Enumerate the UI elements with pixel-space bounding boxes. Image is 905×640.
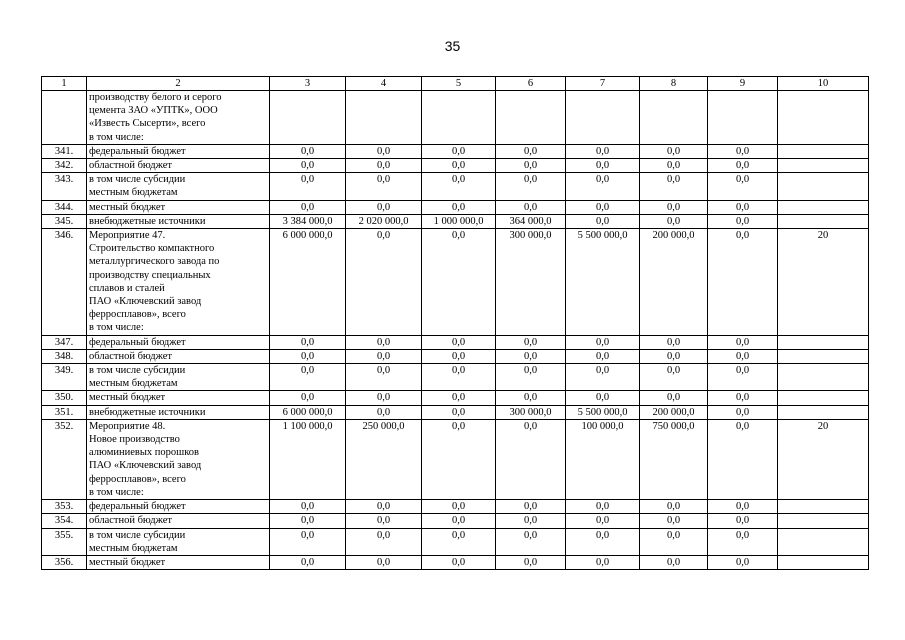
cell-col-9: 0,0 [708, 555, 778, 569]
cell-col-5: 0,0 [422, 173, 496, 200]
cell-col-10 [778, 173, 869, 200]
cell-col-4: 0,0 [346, 555, 422, 569]
cell-col-4: 0,0 [346, 349, 422, 363]
cell-col-10 [778, 364, 869, 391]
cell-col-8: 0,0 [640, 335, 708, 349]
cell-col-8: 0,0 [640, 159, 708, 173]
cell-col-6: 0,0 [496, 514, 566, 528]
cell-col-3: 0,0 [270, 528, 346, 555]
cell-col-9: 0,0 [708, 173, 778, 200]
row-name: внебюджетные источники [87, 214, 270, 228]
row-number: 342. [42, 159, 87, 173]
cell-col-7: 5 500 000,0 [566, 229, 640, 336]
row-name: местный бюджет [87, 391, 270, 405]
cell-col-10 [778, 391, 869, 405]
row-number: 346. [42, 229, 87, 336]
cell-col-8: 750 000,0 [640, 419, 708, 499]
row-number: 347. [42, 335, 87, 349]
cell-col-8: 0,0 [640, 391, 708, 405]
cell-col-3: 0,0 [270, 500, 346, 514]
cell-col-5 [422, 91, 496, 145]
row-number: 344. [42, 200, 87, 214]
cell-col-4 [346, 91, 422, 145]
cell-col-7: 0,0 [566, 159, 640, 173]
row-name: Мероприятие 47. Строительство компактного металлургического завода по производству специальных сплавов и сталей ПАО «Ключевский завод ферросплавов», всего в том числе: [87, 229, 270, 336]
column-header-8: 8 [640, 77, 708, 91]
cell-col-3: 0,0 [270, 364, 346, 391]
column-header-2: 2 [87, 77, 270, 91]
cell-col-8: 0,0 [640, 144, 708, 158]
table-row [42, 229, 869, 336]
cell-col-3: 0,0 [270, 173, 346, 200]
row-number: 356. [42, 555, 87, 569]
cell-col-5: 0,0 [422, 349, 496, 363]
cell-col-6: 0,0 [496, 159, 566, 173]
row-name: производству белого и серого цемента ЗАО «УПТК», ООО «Известь Сысерти», всего в том числе: [87, 91, 270, 145]
cell-col-5: 0,0 [422, 555, 496, 569]
row-name: федеральный бюджет [87, 335, 270, 349]
cell-col-4: 0,0 [346, 364, 422, 391]
cell-col-9: 0,0 [708, 528, 778, 555]
table-row [42, 514, 869, 528]
row-name: Мероприятие 48. Новое производство алюминиевых порошков ПАО «Ключевский завод ферросплавов», всего в том числе: [87, 419, 270, 499]
cell-col-8: 0,0 [640, 500, 708, 514]
row-name: федеральный бюджет [87, 500, 270, 514]
row-number: 354. [42, 514, 87, 528]
cell-col-9: 0,0 [708, 364, 778, 391]
column-header-9: 9 [708, 77, 778, 91]
cell-col-10 [778, 214, 869, 228]
table-row [42, 528, 869, 555]
cell-col-3: 6 000 000,0 [270, 405, 346, 419]
cell-col-3: 0,0 [270, 200, 346, 214]
cell-col-10 [778, 555, 869, 569]
cell-col-5: 0,0 [422, 229, 496, 336]
row-number [42, 91, 87, 145]
cell-col-10 [778, 514, 869, 528]
cell-col-6: 300 000,0 [496, 405, 566, 419]
row-number: 352. [42, 419, 87, 499]
cell-col-4: 0,0 [346, 229, 422, 336]
cell-col-9: 0,0 [708, 419, 778, 499]
cell-col-8: 0,0 [640, 349, 708, 363]
row-name: областной бюджет [87, 349, 270, 363]
row-number: 345. [42, 214, 87, 228]
cell-col-9: 0,0 [708, 405, 778, 419]
cell-col-9: 0,0 [708, 335, 778, 349]
cell-col-7: 0,0 [566, 349, 640, 363]
cell-col-3: 0,0 [270, 159, 346, 173]
cell-col-8: 0,0 [640, 528, 708, 555]
row-name: в том числе субсидии местным бюджетам [87, 173, 270, 200]
table-row [42, 214, 869, 228]
cell-col-6: 364 000,0 [496, 214, 566, 228]
cell-col-5: 0,0 [422, 514, 496, 528]
row-number: 349. [42, 364, 87, 391]
cell-col-6: 0,0 [496, 500, 566, 514]
table-row [42, 405, 869, 419]
column-header-6: 6 [496, 77, 566, 91]
row-name: внебюджетные источники [87, 405, 270, 419]
cell-col-9: 0,0 [708, 159, 778, 173]
cell-col-8: 0,0 [640, 555, 708, 569]
cell-col-6: 0,0 [496, 364, 566, 391]
cell-col-10 [778, 349, 869, 363]
cell-col-9: 0,0 [708, 349, 778, 363]
table-row [42, 555, 869, 569]
cell-col-8: 0,0 [640, 514, 708, 528]
cell-col-6: 0,0 [496, 528, 566, 555]
row-name: в том числе субсидии местным бюджетам [87, 528, 270, 555]
cell-col-6: 0,0 [496, 349, 566, 363]
cell-col-3: 0,0 [270, 391, 346, 405]
cell-col-10 [778, 144, 869, 158]
cell-col-3: 0,0 [270, 144, 346, 158]
cell-col-4: 0,0 [346, 500, 422, 514]
cell-col-4: 0,0 [346, 405, 422, 419]
row-number: 355. [42, 528, 87, 555]
cell-col-10 [778, 528, 869, 555]
cell-col-5: 0,0 [422, 528, 496, 555]
cell-col-10 [778, 159, 869, 173]
cell-col-6: 0,0 [496, 200, 566, 214]
cell-col-3: 3 384 000,0 [270, 214, 346, 228]
cell-col-10: 20 [778, 229, 869, 336]
table-body [42, 77, 869, 570]
row-name: областной бюджет [87, 159, 270, 173]
cell-col-8: 0,0 [640, 364, 708, 391]
cell-col-4: 0,0 [346, 159, 422, 173]
cell-col-9: 0,0 [708, 500, 778, 514]
cell-col-5: 0,0 [422, 200, 496, 214]
row-name: федеральный бюджет [87, 144, 270, 158]
cell-col-4: 0,0 [346, 173, 422, 200]
column-header-7: 7 [566, 77, 640, 91]
cell-col-9: 0,0 [708, 514, 778, 528]
cell-col-3 [270, 91, 346, 145]
table-header-row [42, 77, 869, 91]
cell-col-6 [496, 91, 566, 145]
table-row [42, 500, 869, 514]
cell-col-7: 0,0 [566, 528, 640, 555]
row-name: областной бюджет [87, 514, 270, 528]
cell-col-6: 0,0 [496, 555, 566, 569]
row-name: в том числе субсидии местным бюджетам [87, 364, 270, 391]
cell-col-4: 2 020 000,0 [346, 214, 422, 228]
table-row [42, 391, 869, 405]
cell-col-6: 0,0 [496, 335, 566, 349]
cell-col-7: 0,0 [566, 144, 640, 158]
column-header-3: 3 [270, 77, 346, 91]
cell-col-5: 0,0 [422, 364, 496, 391]
cell-col-3: 0,0 [270, 349, 346, 363]
table-row [42, 335, 869, 349]
cell-col-9 [708, 91, 778, 145]
cell-col-5: 0,0 [422, 500, 496, 514]
column-header-4: 4 [346, 77, 422, 91]
cell-col-5: 0,0 [422, 159, 496, 173]
cell-col-10 [778, 500, 869, 514]
cell-col-4: 0,0 [346, 200, 422, 214]
row-number: 348. [42, 349, 87, 363]
table-row [42, 349, 869, 363]
cell-col-5: 0,0 [422, 405, 496, 419]
table-row [42, 159, 869, 173]
cell-col-9: 0,0 [708, 391, 778, 405]
cell-col-4: 0,0 [346, 514, 422, 528]
cell-col-10: 20 [778, 419, 869, 499]
cell-col-10 [778, 335, 869, 349]
cell-col-6: 0,0 [496, 173, 566, 200]
cell-col-4: 0,0 [346, 391, 422, 405]
cell-col-3: 0,0 [270, 555, 346, 569]
cell-col-3: 6 000 000,0 [270, 229, 346, 336]
cell-col-7: 0,0 [566, 555, 640, 569]
cell-col-7: 5 500 000,0 [566, 405, 640, 419]
cell-col-8: 0,0 [640, 214, 708, 228]
table-row [42, 91, 869, 145]
cell-col-4: 0,0 [346, 335, 422, 349]
cell-col-7: 0,0 [566, 173, 640, 200]
cell-col-8 [640, 91, 708, 145]
cell-col-9: 0,0 [708, 144, 778, 158]
page-number: 35 [444, 38, 461, 54]
cell-col-5: 0,0 [422, 391, 496, 405]
cell-col-10 [778, 200, 869, 214]
cell-col-6: 0,0 [496, 144, 566, 158]
cell-col-7: 0,0 [566, 500, 640, 514]
row-number: 350. [42, 391, 87, 405]
cell-col-7: 0,0 [566, 214, 640, 228]
cell-col-9: 0,0 [708, 229, 778, 336]
budget-table [41, 76, 869, 570]
cell-col-8: 0,0 [640, 200, 708, 214]
cell-col-7: 0,0 [566, 200, 640, 214]
cell-col-7: 0,0 [566, 514, 640, 528]
cell-col-5: 1 000 000,0 [422, 214, 496, 228]
table-row [42, 200, 869, 214]
cell-col-7 [566, 91, 640, 145]
cell-col-3: 1 100 000,0 [270, 419, 346, 499]
cell-col-8: 0,0 [640, 173, 708, 200]
row-number: 343. [42, 173, 87, 200]
cell-col-7: 0,0 [566, 391, 640, 405]
row-number: 341. [42, 144, 87, 158]
column-header-1: 1 [42, 77, 87, 91]
cell-col-3: 0,0 [270, 514, 346, 528]
row-name: местный бюджет [87, 200, 270, 214]
table-row [42, 364, 869, 391]
cell-col-9: 0,0 [708, 200, 778, 214]
row-number: 351. [42, 405, 87, 419]
cell-col-4: 0,0 [346, 528, 422, 555]
cell-col-6: 300 000,0 [496, 229, 566, 336]
column-header-5: 5 [422, 77, 496, 91]
row-name: местный бюджет [87, 555, 270, 569]
cell-col-5: 0,0 [422, 419, 496, 499]
cell-col-4: 0,0 [346, 144, 422, 158]
cell-col-3: 0,0 [270, 335, 346, 349]
cell-col-8: 200 000,0 [640, 405, 708, 419]
cell-col-10 [778, 91, 869, 145]
cell-col-10 [778, 405, 869, 419]
column-header-10: 10 [778, 77, 869, 91]
cell-col-6: 0,0 [496, 391, 566, 405]
cell-col-6: 0,0 [496, 419, 566, 499]
cell-col-9: 0,0 [708, 214, 778, 228]
table-row [42, 419, 869, 499]
cell-col-7: 0,0 [566, 335, 640, 349]
cell-col-5: 0,0 [422, 335, 496, 349]
table-row [42, 144, 869, 158]
cell-col-7: 100 000,0 [566, 419, 640, 499]
row-number: 353. [42, 500, 87, 514]
table-row [42, 173, 869, 200]
cell-col-8: 200 000,0 [640, 229, 708, 336]
cell-col-7: 0,0 [566, 364, 640, 391]
cell-col-5: 0,0 [422, 144, 496, 158]
cell-col-4: 250 000,0 [346, 419, 422, 499]
